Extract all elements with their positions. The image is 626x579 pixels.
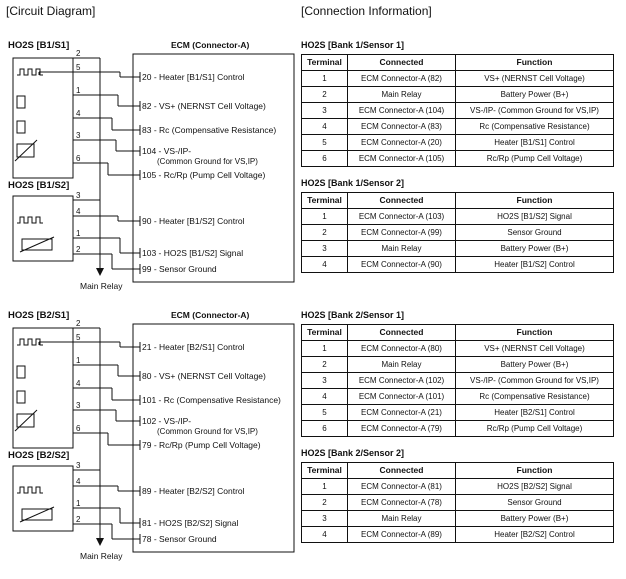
table-cell: ECM Connector-A (89) xyxy=(348,527,456,543)
table-cell: 3 xyxy=(302,241,348,257)
pin-number: 6 xyxy=(76,424,81,433)
table-cell: 2 xyxy=(302,225,348,241)
pin-number: 6 xyxy=(76,154,81,163)
table-cell: ECM Connector-A (83) xyxy=(348,119,456,135)
table-cell: VS+ (NERNST Cell Voltage) xyxy=(456,341,614,357)
compensative-resistor-icon xyxy=(17,121,25,133)
connection-table-title: HO2S [Bank 1/Sensor 2] xyxy=(301,178,405,188)
down-arrow-icon xyxy=(96,538,104,546)
upstream-sensor-title: HO2S [B2/S1] xyxy=(8,310,70,321)
pin-number: 5 xyxy=(76,63,81,72)
pin-number: 4 xyxy=(76,207,81,216)
table-cell: Rc/Rp (Pump Cell Voltage) xyxy=(456,151,614,167)
table-cell: Main Relay xyxy=(348,357,456,373)
table-row xyxy=(302,527,614,543)
pin-number: 3 xyxy=(76,401,81,410)
ecm-wire-sublabel: (Common Ground for VS,IP) xyxy=(157,157,258,166)
ecm-connector-title: ECM (Connector-A) xyxy=(171,310,250,320)
table-cell: 1 xyxy=(302,341,348,357)
table-cell: ECM Connector-A (78) xyxy=(348,495,456,511)
table-cell: HO2S [B1/S2] Signal xyxy=(456,209,614,225)
ecm-connector-title: ECM (Connector-A) xyxy=(171,40,250,50)
table-cell: Rc (Compensative Resistance) xyxy=(456,389,614,405)
table-row xyxy=(302,257,614,273)
ecm-wire-label: 82 - VS+ (NERNST Cell Voltage) xyxy=(142,101,266,111)
pin-number: 4 xyxy=(76,109,81,118)
connection-table xyxy=(301,324,614,437)
nernst-cell-icon xyxy=(17,366,25,378)
upstream-sensor-box xyxy=(13,328,73,448)
down-arrow-icon xyxy=(96,268,104,276)
ecm-wire-label: 81 - HO2S [B2/S2] Signal xyxy=(142,518,239,528)
table-header-row xyxy=(302,325,614,341)
pin-number: 1 xyxy=(76,86,81,95)
table-cell: 2 xyxy=(302,87,348,103)
table-cell: ECM Connector-A (102) xyxy=(348,373,456,389)
table-cell: 6 xyxy=(302,151,348,167)
pin-number: 3 xyxy=(76,461,81,470)
pin-number: 2 xyxy=(76,515,81,524)
table-cell: VS+ (NERNST Cell Voltage) xyxy=(456,71,614,87)
table-row xyxy=(302,151,614,167)
connection-table-title: HO2S [Bank 1/Sensor 1] xyxy=(301,40,405,50)
table-cell: 1 xyxy=(302,71,348,87)
ecm-wire-label: 105 - Rc/Rp (Pump Cell Voltage) xyxy=(142,170,266,180)
column-header: Terminal xyxy=(302,325,348,341)
pin-number: 4 xyxy=(76,379,81,388)
pin-number: 2 xyxy=(76,319,81,328)
table-row xyxy=(302,241,614,257)
column-header: Connected xyxy=(348,55,456,71)
connection-table-title: HO2S [Bank 2/Sensor 1] xyxy=(301,310,405,320)
connection-table xyxy=(301,462,614,543)
circuit-diagram xyxy=(0,0,300,579)
table-cell: Sensor Ground xyxy=(456,495,614,511)
ecm-wire-label: 80 - VS+ (NERNST Cell Voltage) xyxy=(142,371,266,381)
table-row xyxy=(302,421,614,437)
table-cell: ECM Connector-A (82) xyxy=(348,71,456,87)
ecm-wire-label: 78 - Sensor Ground xyxy=(142,534,217,544)
connection-table xyxy=(301,192,614,273)
pin-number: 3 xyxy=(76,191,81,200)
main-relay-label: Main Relay xyxy=(80,551,123,561)
table-cell: Heater [B1/S1] Control xyxy=(456,135,614,151)
table-cell: Main Relay xyxy=(348,87,456,103)
table-header-row xyxy=(302,463,614,479)
table-row xyxy=(302,87,614,103)
table-cell: HO2S [B2/S2] Signal xyxy=(456,479,614,495)
column-header: Connected xyxy=(348,463,456,479)
table-cell: ECM Connector-A (81) xyxy=(348,479,456,495)
table-cell: ECM Connector-A (103) xyxy=(348,209,456,225)
ecm-wire-label: 20 - Heater [B1/S1] Control xyxy=(142,72,245,82)
table-cell: Heater [B1/S2] Control xyxy=(456,257,614,273)
table-cell: Sensor Ground xyxy=(456,225,614,241)
table-row xyxy=(302,511,614,527)
table-cell: ECM Connector-A (21) xyxy=(348,405,456,421)
table-cell: Battery Power (B+) xyxy=(456,357,614,373)
column-header: Function xyxy=(456,325,614,341)
table-cell: 4 xyxy=(302,119,348,135)
circuit-diagram-header: [Circuit Diagram] xyxy=(6,4,96,18)
table-header-row xyxy=(302,193,614,209)
column-header: Terminal xyxy=(302,463,348,479)
ecm-wire-label: 79 - Rc/Rp (Pump Cell Voltage) xyxy=(142,440,261,450)
pin-number: 4 xyxy=(76,477,81,486)
pin-number: 1 xyxy=(76,499,81,508)
table-row xyxy=(302,135,614,151)
table-cell: Battery Power (B+) xyxy=(456,87,614,103)
table-cell: Battery Power (B+) xyxy=(456,511,614,527)
table-header-row xyxy=(302,55,614,71)
table-cell: 4 xyxy=(302,257,348,273)
compensative-resistor-icon xyxy=(17,391,25,403)
pin-number: 3 xyxy=(76,131,81,140)
table-cell: Heater [B2/S2] Control xyxy=(456,527,614,543)
column-header: Connected xyxy=(348,193,456,209)
table-cell: Rc/Rp (Pump Cell Voltage) xyxy=(456,421,614,437)
table-cell: Rc (Compensative Resistance) xyxy=(456,119,614,135)
ecm-wire-label: 99 - Sensor Ground xyxy=(142,264,217,274)
table-cell: 3 xyxy=(302,511,348,527)
table-row xyxy=(302,389,614,405)
table-row xyxy=(302,119,614,135)
column-header: Connected xyxy=(348,325,456,341)
table-row xyxy=(302,103,614,119)
table-cell: 4 xyxy=(302,527,348,543)
table-cell: 3 xyxy=(302,373,348,389)
table-cell: 1 xyxy=(302,479,348,495)
ecm-wire-label: 89 - Heater [B2/S2] Control xyxy=(142,486,245,496)
ecm-wire-label: 83 - Rc (Compensative Resistance) xyxy=(142,125,277,135)
table-cell: 2 xyxy=(302,357,348,373)
table-cell: 5 xyxy=(302,135,348,151)
table-cell: Heater [B2/S1] Control xyxy=(456,405,614,421)
table-cell: 6 xyxy=(302,421,348,437)
table-row xyxy=(302,479,614,495)
connection-table xyxy=(301,54,614,167)
table-cell: ECM Connector-A (20) xyxy=(348,135,456,151)
column-header: Function xyxy=(456,55,614,71)
table-cell: ECM Connector-A (105) xyxy=(348,151,456,167)
downstream-sensor-title: HO2S [B1/S2] xyxy=(8,180,70,191)
connection-table-title: HO2S [Bank 2/Sensor 2] xyxy=(301,448,405,458)
table-cell: 4 xyxy=(302,389,348,405)
heater-element-icon xyxy=(17,487,43,493)
table-cell: 1 xyxy=(302,209,348,225)
table-cell: ECM Connector-A (80) xyxy=(348,341,456,357)
table-row xyxy=(302,357,614,373)
table-cell: Main Relay xyxy=(348,511,456,527)
table-cell: ECM Connector-A (99) xyxy=(348,225,456,241)
ecm-wire-label: 103 - HO2S [B1/S2] Signal xyxy=(142,248,244,258)
table-row xyxy=(302,209,614,225)
ecm-wire-label: 90 - Heater [B1/S2] Control xyxy=(142,216,245,226)
pin-number: 1 xyxy=(76,356,81,365)
table-cell: 3 xyxy=(302,103,348,119)
ecm-wire-label: 102 - VS-/IP- xyxy=(142,416,192,426)
upstream-sensor-title: HO2S [B1/S1] xyxy=(8,40,70,51)
pin-number: 2 xyxy=(76,245,81,254)
table-cell: ECM Connector-A (104) xyxy=(348,103,456,119)
pin-number: 2 xyxy=(76,49,81,58)
nernst-cell-icon xyxy=(17,96,25,108)
connection-info-header: [Connection Information] xyxy=(301,4,432,18)
heater-element-icon xyxy=(17,217,43,223)
table-cell: 5 xyxy=(302,405,348,421)
table-cell: VS-/IP- (Common Ground for VS,IP) xyxy=(456,103,614,119)
column-header: Function xyxy=(456,463,614,479)
main-relay-label: Main Relay xyxy=(80,281,123,291)
ecm-wire-label: 101 - Rc (Compensative Resistance) xyxy=(142,395,281,405)
table-row xyxy=(302,341,614,357)
table-cell: VS-/IP- (Common Ground for VS,IP) xyxy=(456,373,614,389)
upstream-sensor-box xyxy=(13,58,73,178)
table-row xyxy=(302,405,614,421)
table-cell: Battery Power (B+) xyxy=(456,241,614,257)
table-row xyxy=(302,373,614,389)
table-cell: ECM Connector-A (90) xyxy=(348,257,456,273)
column-header: Terminal xyxy=(302,55,348,71)
table-cell: ECM Connector-A (79) xyxy=(348,421,456,437)
column-header: Function xyxy=(456,193,614,209)
table-cell: 2 xyxy=(302,495,348,511)
table-row xyxy=(302,225,614,241)
ecm-wire-label: 21 - Heater [B2/S1] Control xyxy=(142,342,245,352)
ecm-wire-label: 104 - VS-/IP- xyxy=(142,146,192,156)
ecm-wire-sublabel: (Common Ground for VS,IP) xyxy=(157,427,258,436)
table-cell: Main Relay xyxy=(348,241,456,257)
pin-number: 5 xyxy=(76,333,81,342)
pin-number: 1 xyxy=(76,229,81,238)
table-row xyxy=(302,495,614,511)
table-row xyxy=(302,71,614,87)
column-header: Terminal xyxy=(302,193,348,209)
downstream-sensor-title: HO2S [B2/S2] xyxy=(8,450,70,461)
table-cell: ECM Connector-A (101) xyxy=(348,389,456,405)
